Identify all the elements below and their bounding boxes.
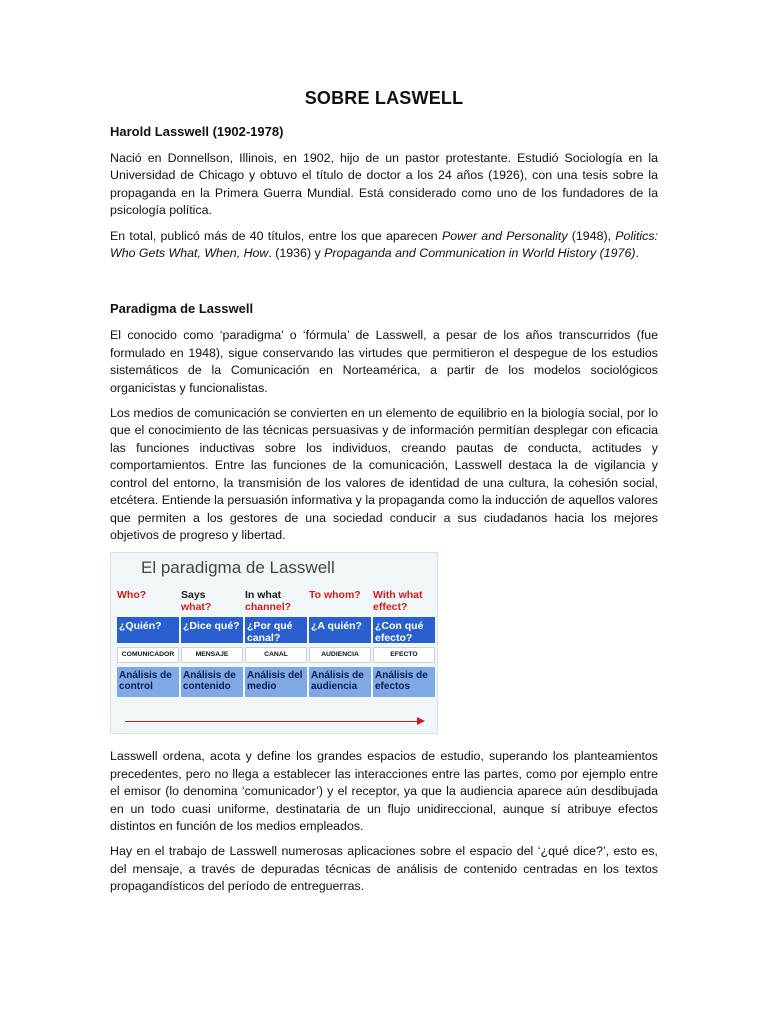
paragraph-paradigm: El conocido como ‘paradigma’ o ‘fórmula’ de Lasswell, a pesar de los años transcurridos (fue formulado en 1948), sigue conservando las virtudes que permitieron el despegue de los estudios sistemáticos de la Comunicación en Norteamérica, a partir de los modelos sociológicos organicistas y funcionalistas. [110,328,658,395]
analysis-label: Análisis de control [117,667,179,697]
publications-text-4: . [635,246,639,261]
english-question: To whom? [309,589,361,602]
paragraph-publications [110,228,658,263]
paradigm-heading: Paradigma de Lasswell [110,301,254,317]
book-title-power: Power and Personality [441,228,568,243]
spanish-question: ¿Por qué canal? [245,617,307,643]
english-question: With what effect? [373,589,423,614]
spanish-question: ¿A quién? [309,617,371,643]
spanish-question: ¿Dice qué? [181,617,243,643]
book-title-politics: Politics: Who Gets What, When, How [110,228,658,261]
lasswell-paradigm-diagram [110,552,438,734]
paragraph-media: Los medios de comunicación se convierten en un elemento de equilibrio en la biología social, por lo que el conocimiento de las técnicas persuasivas y de información permitían desplegar con eficacia las funciones inductivas sobre los individuos, creando pautas de conducta, actitudes y comportamientos. Entre las funciones de la comunicación, Lasswell destaca la de vigilancia y control del entorno, la transmisión de los valores de identidad de una cultura, la cohesión social, etcétera. Entiende la persuasión informativa y la propaganda como la inducción de aquellos valores que permiten a los gestores de una sociedad conducir a sus ciudadanos hacia los mejores objetivos de progreso y libertad. [110,406,658,542]
english-question: Says what? [181,589,212,614]
diagram-column-channel [245,589,307,717]
role-label: AUDIENCIA [309,647,371,663]
analysis-label: Análisis de audiencia [309,667,371,697]
page-title: SOBRE LASWELL [304,88,464,108]
analysis-label: Análisis de efectos [373,667,435,697]
analysis-label: Análisis del medio [245,667,307,697]
role-label: MENSAJE [181,647,243,663]
role-label: CANAL [245,647,307,663]
diagram-column-who [117,589,179,717]
english-question: Who? [117,589,147,602]
diagram-column-what [181,589,243,717]
flow-arrow-line [125,721,423,722]
english-question: In what channel? [245,589,292,614]
analysis-label: Análisis de contenido [181,667,243,697]
document-body [110,88,658,904]
book-title-propaganda: Propaganda and Communication in World History (1976) [324,246,636,261]
arrow-right-icon [417,717,425,725]
role-label: EFECTO [373,647,435,663]
publications-text-2: (1948), [567,228,616,243]
spanish-question: ¿Quién? [117,617,179,643]
diagram-column-whom [309,589,371,717]
author-heading: Harold Lasswell (1902-1978) [110,124,284,139]
publications-text-1: En total, publicó más de 40 títulos, entre los que aparecen [110,228,442,243]
spacer [110,270,658,300]
paragraph-applications: Hay en el trabajo de Lasswell numerosas aplicaciones sobre el espacio del ‘¿qué dice?’, esto es, del mensaje, a través de depuradas técnicas de análisis de contenido centradas en los textos propagandísticos del período de entreguerras. [110,844,658,894]
spanish-question: ¿Con qué efecto? [373,617,435,643]
diagram-column-effect [373,589,435,717]
diagram-title: El paradigma de Lasswell [141,558,335,578]
publications-text-3: . (1936) y [268,246,325,261]
paragraph-biography: Nació en Donnellson, Illinois, en 1902, hijo de un pastor protestante. Estudió Sociología en la Universidad de Chicago y obtuvo el título de doctor a los 24 años (1926), con una tesis sobre la propaganda en la Primera Guerra Mundial. Está considerado como uno de los fundadores de la psicología política. [110,151,658,218]
role-label: COMUNICADOR [117,647,179,663]
paragraph-critique: Lasswell ordena, acota y define los grandes espacios de estudio, superando los planteamientos precedentes, pero no llega a establecer las interacciones entre las partes, como por ejemplo entre el emisor (lo denomina ‘comunicador’) y el receptor, ya que la audiencia aparece aún desdibujada en un todo cuasi uniforme, destinataria de un flujo unidireccional, aunque sí atribuye efectos distintos en función de los medios empleados. [110,749,658,833]
